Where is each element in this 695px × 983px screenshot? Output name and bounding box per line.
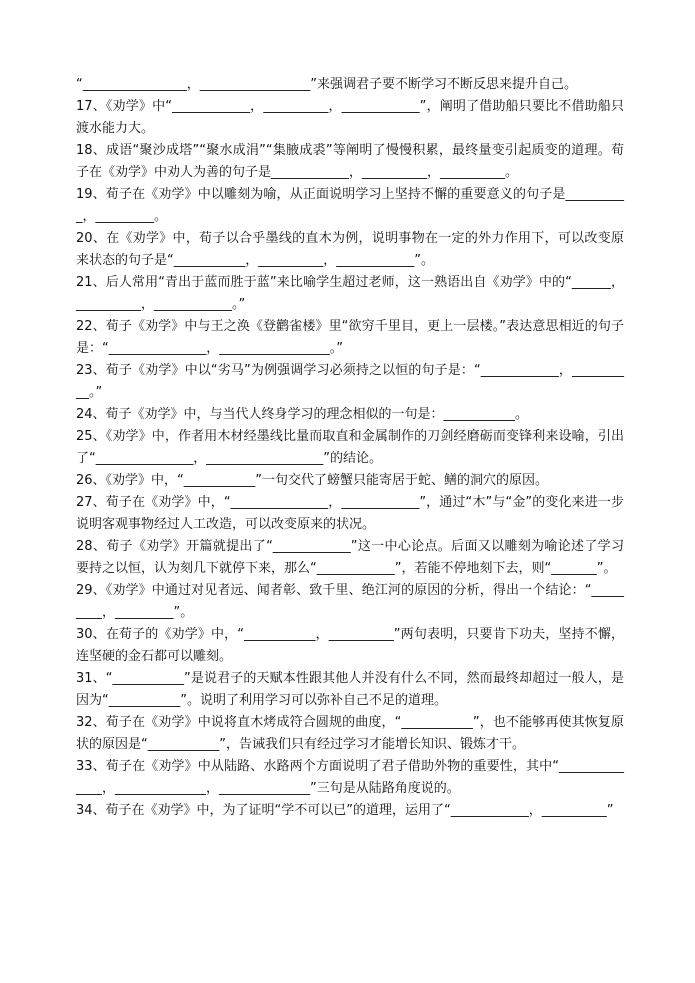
question-33: 33、荀子在《劝学》中从陆路、水路两个方面说明了君子借助外物的重要性，其中“______________，______________，______________”三句是从陆路角度说的。 [76, 759, 624, 796]
question-18: 18、成语“聚沙成塔”“聚水成涓”“集腋成裘”等阐明了慢慢积累，最终量变引起质变的道理。荀子在《劝学》中劝人为善的句子是____________，__________，__________。 [76, 143, 624, 180]
question-24: 24、荀子《劝学》中，与当代人终身学习的理念相似的一句是：___________。 [76, 407, 529, 422]
question-34: 34、荀子在《劝学》中，为了证明“学不可以已”的道理，运用了“____________，__________” [76, 803, 614, 818]
question-22: 22、荀子《劝学》中与王之涣《登鹳雀楼》里“欲穷千里目，更上一层楼。”表达意思相近的句子是：“_______________，_________________。” [76, 319, 624, 356]
question-23: 23、荀子《劝学》中以“劣马”为例强调学习必须持之以恒的句子是：“____________，__________。” [76, 363, 624, 400]
question-25: 25、《劝学》中，作者用木材经墨线比量而取直和金属制作的刀剑经磨砺而变锋利来设喻，引出了“_______________，__________________”的结论。 [76, 429, 624, 466]
question-21: 21、后人常用“青出于蓝而胜于蓝”来比喻学生超过老师，这一熟语出自《劝学》中的“______，__________，____________。” [76, 275, 624, 312]
question-16-tail: “________________，_________________”来强调君子要不断学习不断反思来提升自己。 [76, 77, 577, 92]
question-32: 32、荀子在《劝学》中说将直木烤成符合圆规的曲度，“___________”，也不能够再使其恢复原状的原因是“___________”，告诫我们只有经过学习才能增长知识、锻炼才干。 [76, 715, 624, 752]
question-27: 27、荀子在《劝学》中，“_______________，____________”，通过“木”与“金”的变化来进一步说明客观事物经过人工改造，可以改变原来的状况。 [76, 495, 624, 532]
question-29: 29、《劝学》中通过对见者远、闻者彰、致千里、绝江河的原因的分析，得出一个结论：“_________，_________”。 [76, 583, 624, 620]
worksheet-page [76, 74, 624, 822]
question-17: 17、《劝学》中“____________，__________，____________”，阐明了借助船只要比不借助船只渡水能力大。 [76, 99, 624, 136]
question-31: 31、“___________”是说君子的天赋本性跟其他人并没有什么不同，然而最终却超过一般人，是因为“___________”。说明了利用学习可以弥补自己不足的道理。 [76, 671, 624, 708]
question-30: 30、在荀子的《劝学》中，“___________，__________”两句表明，只要肯下功夫，坚持不懈，连坚硬的金石都可以雕刻。 [76, 627, 624, 664]
question-20: 20、在《劝学》中，荀子以合乎墨线的直木为例，说明事物在一定的外力作用下，可以改变原来状态的句子是“___________，__________，____________”。 [76, 231, 624, 268]
question-19: 19、荀子在《劝学》中以雕刻为喻，从正面说明学习上坚持不懈的重要意义的句子是__________，_________。 [76, 187, 624, 224]
question-26: 26、《劝学》中，“___________”一句交代了螃蟹只能寄居于蛇、鳝的洞穴的原因。 [76, 473, 549, 488]
question-28: 28、荀子《劝学》开篇就提出了“____________”这一中心论点。后面又以雕刻为喻论述了学习要持之以恒，认为刻几下就停下来，那么“____________”，若能不停地刻下去，则“_______”。 [76, 539, 624, 576]
